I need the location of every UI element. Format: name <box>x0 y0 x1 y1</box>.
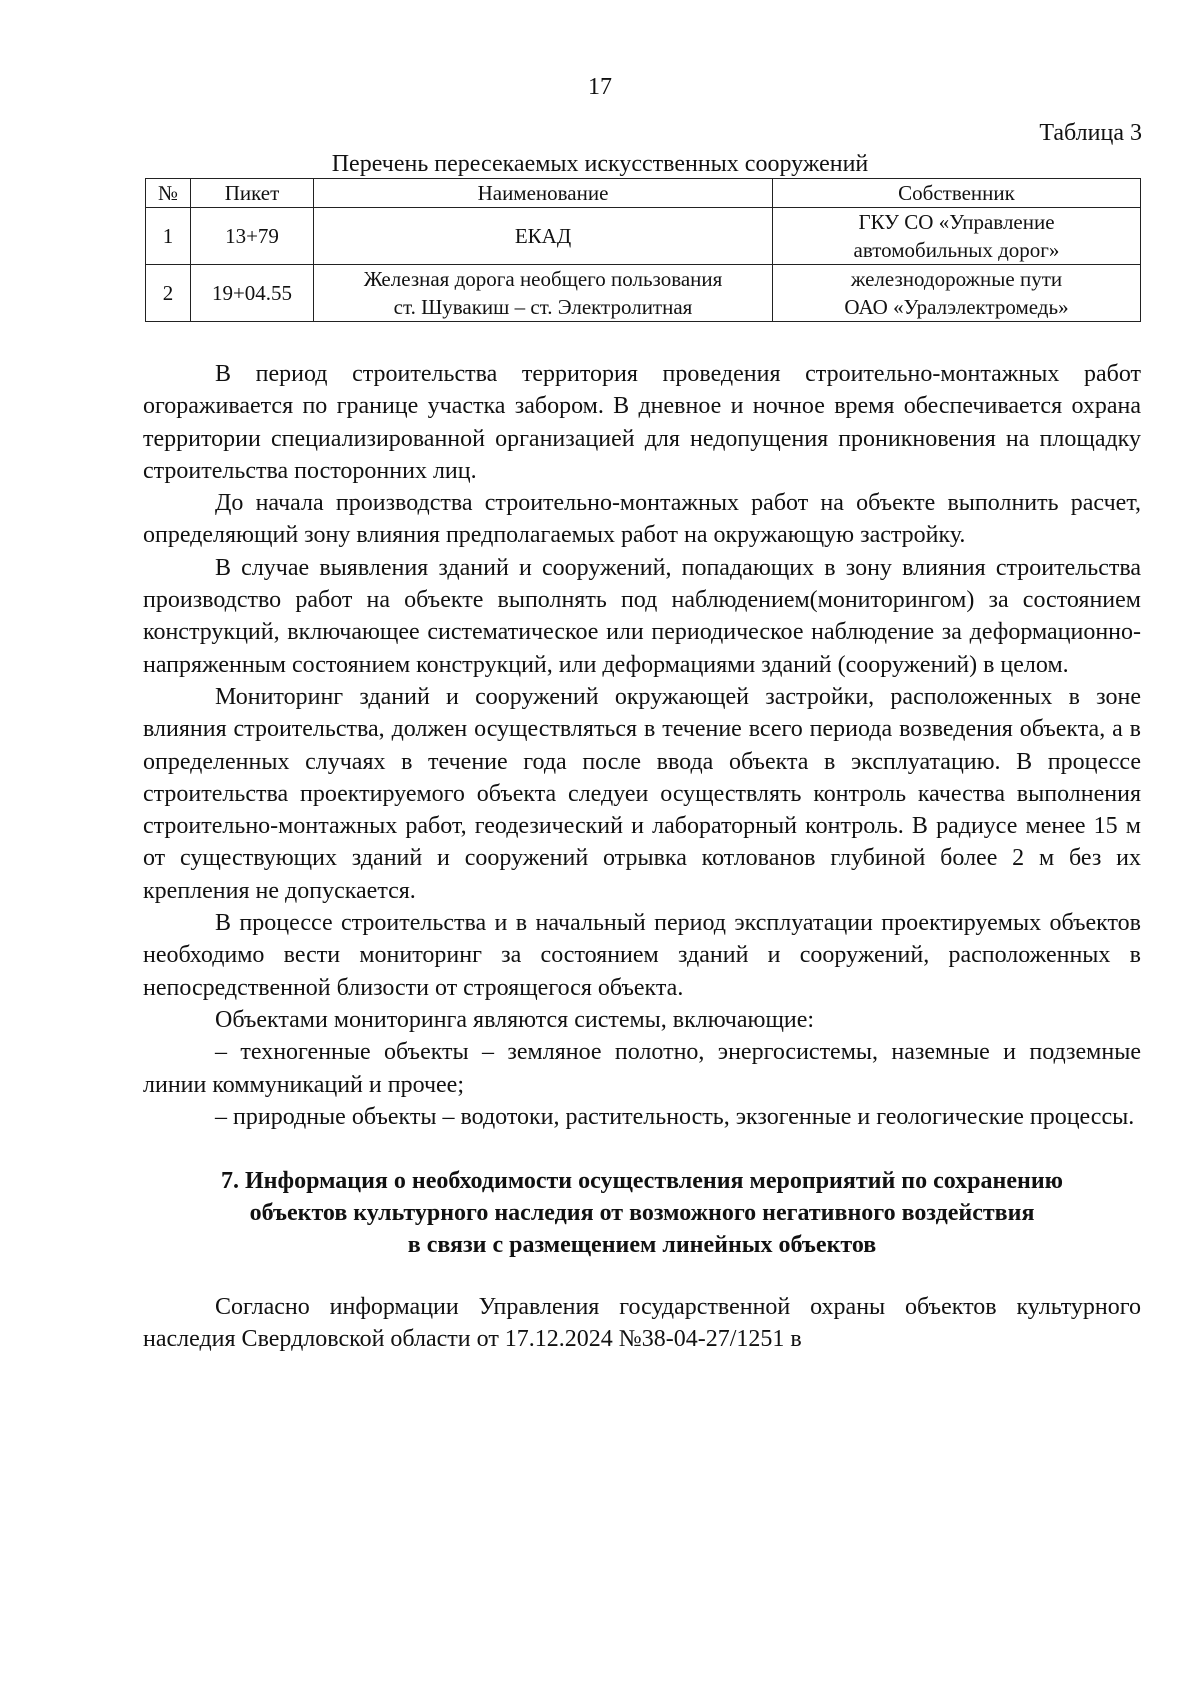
list-item: – природные объекты – водотоки, растительность, экзогенные и геологические процессы. <box>215 1103 1135 1130</box>
body-paragraph: В случае выявления зданий и сооружений, попадающих в зону влияния строительства производство работ на объекте выполнять под наблюдением(мониторингом) за состоянием конструкций, включающее систематическое или периодическое наблюдение за деформационно-напряженным состоянием конструкций, или деформациями зданий (сооружений) в целом. <box>143 554 1141 678</box>
crossed-structures-table <box>145 178 1141 322</box>
section-heading-line: 7. Информация о необходимости осуществления мероприятий по сохранению <box>220 1168 1063 1195</box>
table-row <box>146 265 1141 322</box>
header-owner: Собственник <box>773 179 1141 208</box>
section-paragraph: Согласно информации Управления государственной охраны объектов культурного наследия Свердловской области от 17.12.2024 №38-04-27/1251 в <box>143 1294 1141 1353</box>
table-row <box>146 208 1141 265</box>
table-title: Перечень пересекаемых искусственных сооружений <box>331 151 869 177</box>
cell-owner <box>773 208 1141 265</box>
cell-name <box>314 265 773 322</box>
cell-owner-line: ГКУ СО «Управление <box>858 210 1055 234</box>
cell-owner <box>773 265 1141 322</box>
cell-name <box>314 208 773 265</box>
page-number: 17 <box>588 74 612 100</box>
table-header-row <box>146 179 1141 208</box>
list-item: – техногенные объекты – земляное полотно, энергосистемы, наземные и подземные линии коммуникаций и прочее; <box>143 1039 1141 1098</box>
cell-owner-line: автомобильных дорог» <box>853 238 1060 262</box>
header-number: № <box>146 179 191 208</box>
body-paragraph: Объектами мониторинга являются системы, включающие: <box>215 1006 815 1033</box>
cell-number: 2 <box>146 265 191 322</box>
body-paragraph: В процессе строительства и в начальный период эксплуатации проектируемых объектов необходимо вести мониторинг за состоянием зданий и сооружений, расположенных в непосредственной близости от строящегося объекта. <box>143 910 1141 1001</box>
cell-picket: 13+79 <box>191 208 314 265</box>
section-heading-line: объектов культурного наследия от возможного негативного воздействия <box>249 1200 1035 1227</box>
cell-picket: 19+04.55 <box>191 265 314 322</box>
header-picket: Пикет <box>191 179 314 208</box>
body-paragraph: До начала производства строительно-монтажных работ на объекте выполнить расчет, определяющий зону влияния предполагаемых работ на окружающую застройку. <box>143 490 1141 549</box>
cell-name-line: ст. Шувакиш – ст. Электролитная <box>393 295 693 319</box>
body-paragraph: Мониторинг зданий и сооружений окружающей застройки, расположенных в зоне влияния строительства, должен осуществляться в течение всего периода возведения объекта, а в определенных случаях в течение года после ввода объекта в эксплуатацию. В процессе строительства проектируемого объекта следуеи осуществлять контроль качества выполнения строительно-монтажных работ, геодезический и лабораторный контроль. В радиусе менее 15 м от существующих зданий и сооружений отрывка котлованов глубиной более 2 м без их крепления не допускается. <box>143 683 1141 904</box>
header-name: Наименование <box>314 179 773 208</box>
document-body <box>143 358 1141 1356</box>
cell-owner-line: ОАО «Уралэлектромедь» <box>844 295 1069 319</box>
table-label: Таблица 3 <box>1039 120 1142 146</box>
cell-name-line: Железная дорога необщего пользования <box>363 267 723 291</box>
cell-number: 1 <box>146 208 191 265</box>
section-heading-line: в связи с размещением линейных объектов <box>407 1232 877 1259</box>
body-paragraph: В период строительства территория проведения строительно-монтажных работ огораживается по границе участка забором. В дневное и ночное время обеспечивается охрана территории специализированной организацией для недопущения проникновения на площадку строительства посторонних лиц. <box>143 361 1141 484</box>
cell-owner-line: железнодорожные пути <box>850 267 1063 291</box>
cell-name-line: ЕКАД <box>514 224 572 248</box>
section-heading <box>143 1165 1141 1261</box>
